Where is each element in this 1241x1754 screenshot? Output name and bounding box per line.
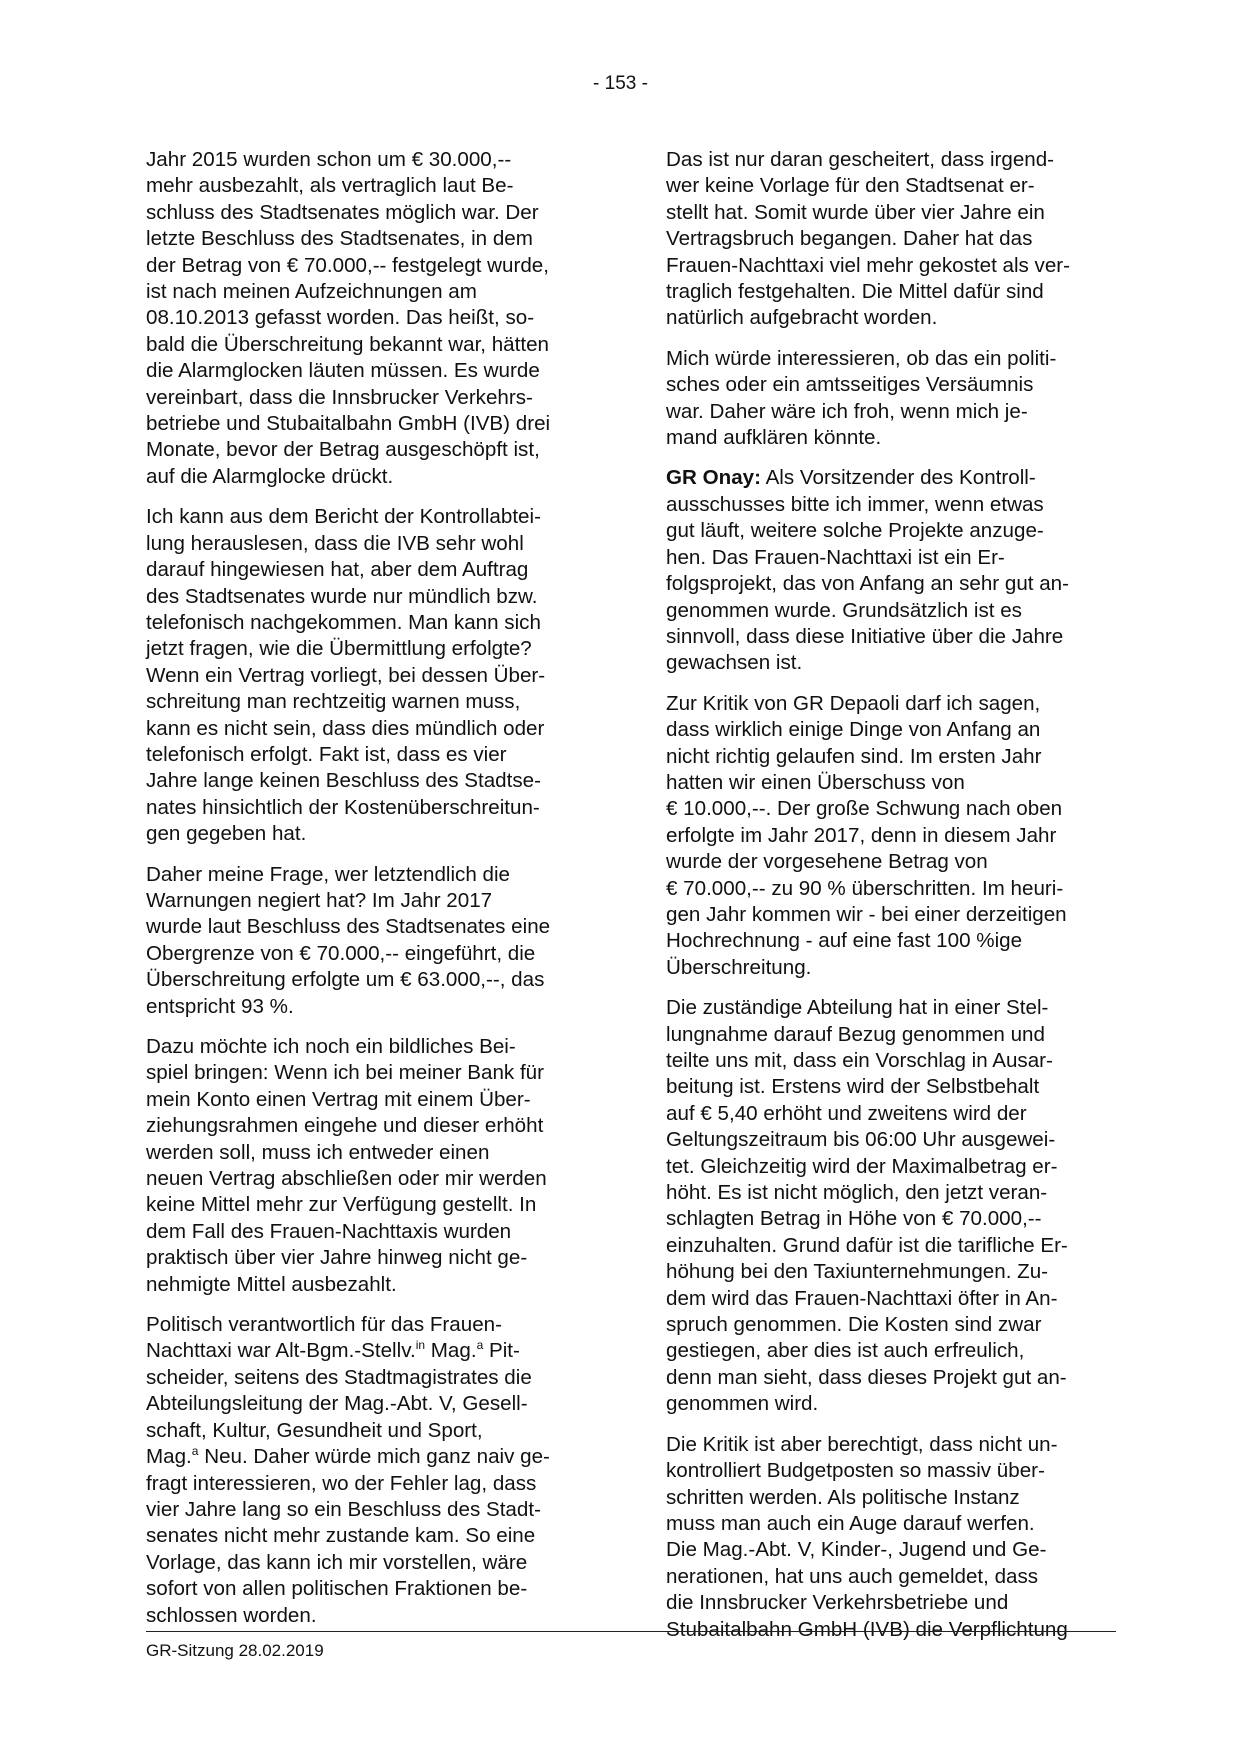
text-line: lung herauslesen, dass die IVB sehr wohl — [146, 531, 524, 555]
paragraph — [146, 504, 596, 847]
text-line: Zur Kritik von GR Depaoli darf ich sagen, — [666, 691, 1041, 715]
text-line: erfolgte im Jahr 2017, denn in diesem Jahr — [666, 823, 1057, 847]
text-line: natürlich aufgebracht worden. — [666, 306, 938, 330]
text-line: sofort von allen politischen Fraktionen be- — [146, 1577, 528, 1601]
text-line: war. Daher wäre ich froh, wenn mich je- — [666, 399, 1028, 423]
text-line: Frauen-Nachttaxi viel mehr gekostet als ver- — [666, 253, 1071, 277]
text-line: € 10.000,--. Der große Schwung nach oben — [666, 797, 1063, 821]
text-line: betriebe und Stubaitalbahn GmbH (IVB) drei — [146, 412, 551, 436]
text-line: hen. Das Frauen-Nachttaxi ist ein Er- — [666, 545, 1005, 569]
paragraph — [666, 691, 1116, 981]
text-line: telefonisch erfolgt. Fakt ist, dass es vier — [146, 742, 507, 766]
text-line: Ich kann aus dem Bericht der Kontrollabtei- — [146, 505, 541, 529]
paragraph-speaker-onay — [666, 465, 1116, 676]
text-line: höhung bei den Taxiunternehmungen. Zu- — [666, 1260, 1049, 1284]
text-line: Dazu möchte ich noch ein bildliches Bei- — [146, 1035, 516, 1058]
text-line: folgsprojekt, das von Anfang an sehr gut an- — [666, 572, 1069, 596]
left-column-paragraphs — [146, 147, 596, 1298]
text-line: Die Mag.-Abt. V, Kinder-, Jugend und Ge- — [666, 1538, 1047, 1562]
text-line: der Betrag von € 70.000,-- festgelegt wurde, — [146, 253, 549, 277]
text-line: nerationen, hat uns auch gemeldet, dass — [666, 1564, 1039, 1588]
text-line: schluss des Stadtsenates möglich war. Der — [146, 200, 539, 224]
text-line: ausschusses bitte ich immer, wenn etwas — [666, 492, 1044, 516]
text-line: hatten wir einen Überschuss von — [666, 770, 965, 794]
text-line: beitung ist. Erstens wird der Selbstbehalt — [666, 1075, 1040, 1099]
text-line: gen gegeben hat. — [146, 822, 307, 846]
text-line: telefonisch nachgekommen. Man kann sich — [146, 610, 541, 634]
text-line: denn man sieht, dass dieses Projekt gut an- — [666, 1365, 1067, 1389]
text-line: schreitung man rechtzeitig warnen muss, — [146, 690, 521, 714]
text-line: gut läuft, weitere solche Projekte anzuge- — [666, 519, 1044, 543]
text-line: dass wirklich einige Dinge von Anfang an — [666, 718, 1041, 742]
text-line: höht. Es ist nicht möglich, den jetzt veran- — [666, 1181, 1048, 1205]
text-line: stellt hat. Somit wurde über vier Jahre ein — [666, 200, 1045, 224]
text-line: bald die Überschreitung bekannt war, hätten — [146, 332, 549, 356]
text-line: kontrolliert Budgetposten so massiv über- — [666, 1459, 1045, 1483]
text-line: Die zuständige Abteilung hat in einer Stel- — [666, 996, 1049, 1020]
text-line: neuen Vertrag abschließen oder mir werden — [146, 1167, 547, 1191]
text-line: darauf hingewiesen hat, aber dem Auftrag — [146, 558, 529, 582]
text-line: sches oder ein amtsseitiges Versäumnis — [666, 373, 1034, 397]
text-line: gestiegen, aber dies ist auch erfreulich, — [666, 1339, 1025, 1363]
text-line: ziehungsrahmen eingehe und dieser erhöht — [146, 1114, 544, 1138]
text-line: entspricht 93 %. — [146, 994, 294, 1018]
text-line: des Stadtsenates wurde nur mündlich bzw. — [146, 584, 538, 608]
text-line: wer keine Vorlage für den Stadtsenat er- — [666, 174, 1035, 198]
text-line: kann es nicht sein, dass dies mündlich oder — [146, 716, 545, 740]
paragraph — [146, 1034, 596, 1298]
text-line: dem Fall des Frauen-Nachttaxis wurden — [146, 1219, 512, 1243]
text-line: 08.10.2013 gefasst worden. Das heißt, so- — [146, 306, 535, 330]
text-line: genommen wurde. Grundsätzlich ist es — [666, 598, 1022, 622]
text-line: € 70.000,-- zu 90 % überschritten. Im heuri- — [666, 876, 1064, 900]
text-line: schritten werden. Als politische Instanz — [666, 1485, 1020, 1509]
text-line: spiel bringen: Wenn ich bei meiner Bank für — [146, 1061, 544, 1085]
superscript: in — [415, 1338, 426, 1353]
text-line: jetzt fragen, wie die Übermittlung erfolgte? — [146, 637, 532, 661]
page-number: - 153 - — [593, 73, 648, 94]
text-line: wurde der vorgesehene Betrag von — [666, 850, 988, 874]
text-line: spruch genommen. Die Kosten sind zwar — [666, 1313, 1042, 1337]
text-line: Vorlage, das kann ich mir vorstellen, wäre — [146, 1550, 528, 1574]
left-column — [146, 147, 596, 1643]
text-line: schlossen worden. — [146, 1603, 317, 1627]
text-line: sinnvoll, dass diese Initiative über die Jahre — [666, 624, 1064, 648]
footer-divider — [146, 1631, 1116, 1632]
text-line: Warnungen negiert hat? Im Jahr 2017 — [146, 888, 493, 912]
text-line: nates hinsichtlich der Kostenüberschreitun- — [146, 795, 540, 819]
text-line: vier Jahre lang so ein Beschluss des Stadt- — [146, 1497, 541, 1521]
paragraph-political-responsibility — [146, 1312, 596, 1629]
text-line: gewachsen ist. — [666, 651, 803, 675]
text-line: Politisch verantwortlich für das Frauen- — [146, 1313, 502, 1337]
text-line: scheider, seitens des Stadtmagistrates die — [146, 1365, 532, 1389]
text-line: schlagten Betrag in Höhe von € 70.000,-- — [666, 1207, 1042, 1231]
text-line: auf € 5,40 erhöht und zweitens wird der — [666, 1101, 1027, 1125]
paragraph — [666, 147, 1116, 332]
right-column — [666, 147, 1116, 1657]
text-line: Geltungszeitraum bis 06:00 Uhr ausgewei- — [666, 1128, 1056, 1152]
text-line: nehmigte Mittel ausbezahlt. — [146, 1272, 397, 1296]
text-line: gen Jahr kommen wir - bei einer derzeitigen — [666, 902, 1067, 926]
paragraph-continuation — [666, 492, 1116, 677]
text-line: tet. Gleichzeitig wird der Maximalbetrag er- — [666, 1154, 1058, 1178]
text-line: schaft, Kultur, Gesundheit und Sport, — [146, 1418, 483, 1442]
text-line: fragt interessieren, wo der Fehler lag, dass — [146, 1471, 537, 1495]
text-line: teilte uns mit, dass ein Vorschlag in Ausar- — [666, 1049, 1053, 1072]
text-line: Monate, bevor der Betrag ausgeschöpft ist, — [146, 438, 540, 462]
text-line: muss man auch ein Auge darauf werfen. — [666, 1511, 1035, 1535]
text-line: Obergrenze von € 70.000,-- eingeführt, die — [146, 941, 536, 965]
text-line: traglich festgehalten. Die Mittel dafür sind — [666, 280, 1044, 304]
text-line: wurde laut Beschluss des Stadtsenates eine — [146, 915, 551, 939]
text-line: mand aufklären könnte. — [666, 426, 882, 450]
text-line: Stubaitalbahn GmbH (IVB) die Verpflichtung — [666, 1617, 1068, 1641]
superscript: a — [476, 1338, 484, 1353]
text-line: genommen wird. — [666, 1392, 819, 1416]
text-line: die Alarmglocken läuten müssen. Es wurde — [146, 359, 540, 383]
text-line: Die Kritik ist aber berechtigt, dass nicht un- — [666, 1432, 1058, 1456]
text-line: Nachttaxi war Alt-Bgm.-Stellv.$^{in}$ Mag.$^a$ Pit- — [146, 1338, 520, 1363]
text-line: lungnahme darauf Bezug genommen und — [666, 1022, 1045, 1046]
text-line: werden soll, muss ich entweder einen — [146, 1140, 490, 1164]
text-line: Wenn ein Vertrag vorliegt, bei dessen Über- — [146, 663, 546, 687]
text-line: keine Mittel mehr zur Verfügung gestellt. In — [146, 1193, 537, 1217]
text-line: GR Onay: Als Vorsitzender des Kontroll- — [666, 466, 1036, 490]
paragraph — [666, 995, 1116, 1418]
text-line: Überschreitung erfolgte um € 63.000,--, das — [146, 968, 545, 992]
speaker-name: GR Onay: — [666, 466, 761, 490]
text-line: Daher meine Frage, wer letztendlich die — [146, 862, 511, 886]
text-line: Mich würde interessieren, ob das ein politi- — [666, 346, 1057, 370]
text-line: Jahr 2015 wurden schon um € 30.000,-- — [146, 148, 512, 171]
paragraph — [146, 147, 596, 490]
text-line: Vertragsbruch begangen. Daher hat das — [666, 227, 1033, 251]
text-line: senates nicht mehr zustande kam. So eine — [146, 1524, 536, 1548]
text-line: mein Konto einen Vertrag mit einem Über- — [146, 1087, 531, 1111]
text-line: auf die Alarmglocke drückt. — [146, 464, 394, 488]
paragraph — [666, 346, 1116, 452]
text-line: einzuhalten. Grund dafür ist die tarifliche Er- — [666, 1233, 1068, 1257]
paragraph — [146, 862, 596, 1020]
text-line: ist nach meinen Aufzeichnungen am — [146, 280, 477, 304]
text-line: Abteilungsleitung der Mag.-Abt. V, Gesell- — [146, 1392, 528, 1416]
text-line: praktisch über vier Jahre hinweg nicht ge- — [146, 1246, 528, 1270]
text-line: Jahre lange keinen Beschluss des Stadtse- — [146, 769, 541, 793]
text-line: Überschreitung. — [666, 955, 812, 979]
paragraph-continuation — [146, 1471, 596, 1629]
text-line: Das ist nur daran gescheitert, dass irgend- — [666, 148, 1055, 171]
footer-session-label: GR-Sitzung 28.02.2019 — [146, 1641, 324, 1660]
text-line: dem wird das Frauen-Nachttaxi öfter in An- — [666, 1286, 1058, 1310]
text-line: Mag.$^a$ Neu. Daher würde mich ganz naiv ge- — [146, 1444, 550, 1469]
superscript: a — [191, 1444, 199, 1459]
text-line: die Innsbrucker Verkehrsbetriebe und — [666, 1591, 1009, 1615]
paragraph — [666, 1432, 1116, 1643]
text-line: mehr ausbezahlt, als vertraglich laut Be- — [146, 174, 514, 198]
text-line: letzte Beschluss des Stadtsenates, in dem — [146, 227, 533, 251]
text-line: vereinbart, dass die Innsbrucker Verkehrs- — [146, 385, 533, 409]
text-line: Hochrechnung - auf eine fast 100 %ige — [666, 929, 1023, 953]
text-line: nicht richtig gelaufen sind. Im ersten Jahr — [666, 744, 1042, 768]
